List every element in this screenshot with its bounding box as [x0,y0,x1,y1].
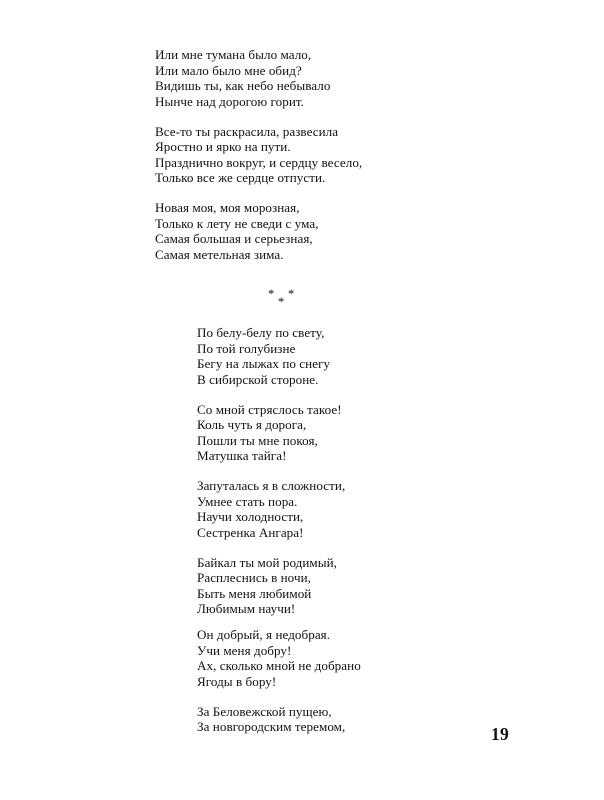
poem-line: Ах, сколько мной не добрано [197,658,361,674]
stanza [197,325,361,387]
poem-second [197,325,361,735]
stanza [197,627,361,689]
stanza [155,200,362,262]
poem-line: Запуталась я в сложности, [197,478,346,494]
poem-line: Все-то ты раскрасила, развесила [155,123,339,139]
poem-line: Видишь ты, как небо небывало [155,78,331,94]
poem-line: Расплеснись в ночи, [197,570,311,586]
poem-line: По той голубизне [197,340,296,356]
poem-line: Быть меня любимой [197,585,312,601]
poem-line: Новая моя, моя морозная, [155,200,300,216]
poem-line: За новгородским теремом, [197,719,346,735]
poem-line: В сибирской стороне. [197,371,319,387]
asterisk-icon-bottom: * [278,295,285,309]
poem-line: Сестренка Ангара! [197,524,304,540]
poem-line: Нынче над дорогою горит. [155,93,304,109]
poem-line: Празднично вокруг, и сердцу весело, [155,154,363,170]
poem-line: Яростно и ярко на пути. [155,139,291,155]
poem-line: Байкал ты мой родимый, [197,554,337,570]
poem-line: Или мне тумана было мало, [155,47,312,62]
poem-line: Коль чуть я дорога, [197,417,307,433]
stanza [155,47,362,109]
poem-line: Умнее стать пора. [197,493,298,509]
poem-line: По белу-белу по свету, [197,325,325,340]
poem-line: Ягоды в бору! [197,673,277,689]
poem-line: Самая большая и серьезная, [155,231,313,247]
stanza [197,402,361,464]
poem-line: Со мной стряслось такое! [197,401,342,417]
asterisk-icon-right: * [288,287,295,301]
poem-line: Он добрый, я недобрая. [197,627,331,643]
page-number: 19 [491,724,510,744]
poem-line: Бегу на лыжах по снегу [197,356,331,372]
poem-line: Только все же сердце отпусти. [155,170,326,186]
poem-line: Или мало было мне обид? [155,62,302,78]
asterisk-icon-left: * [268,287,275,301]
poem-line: Пошли ты мне покоя, [197,432,318,448]
poem-first [155,47,362,262]
stanza [197,704,361,735]
poem-line: Матушка тайга! [197,448,287,464]
asterisk-separator [268,288,312,310]
poem-line: Самая метельная зима. [155,246,284,262]
poem-line: Учи меня добру! [197,642,292,658]
poem-line: Любимым научи! [197,601,296,617]
poem-line: Научи холодности, [197,509,304,525]
poem-line: За Беловежской пущею, [197,703,332,719]
stanza [197,555,361,617]
stanza [155,124,362,186]
stanza [197,478,361,540]
poem-line: Только к лету не сведи с ума, [155,215,319,231]
